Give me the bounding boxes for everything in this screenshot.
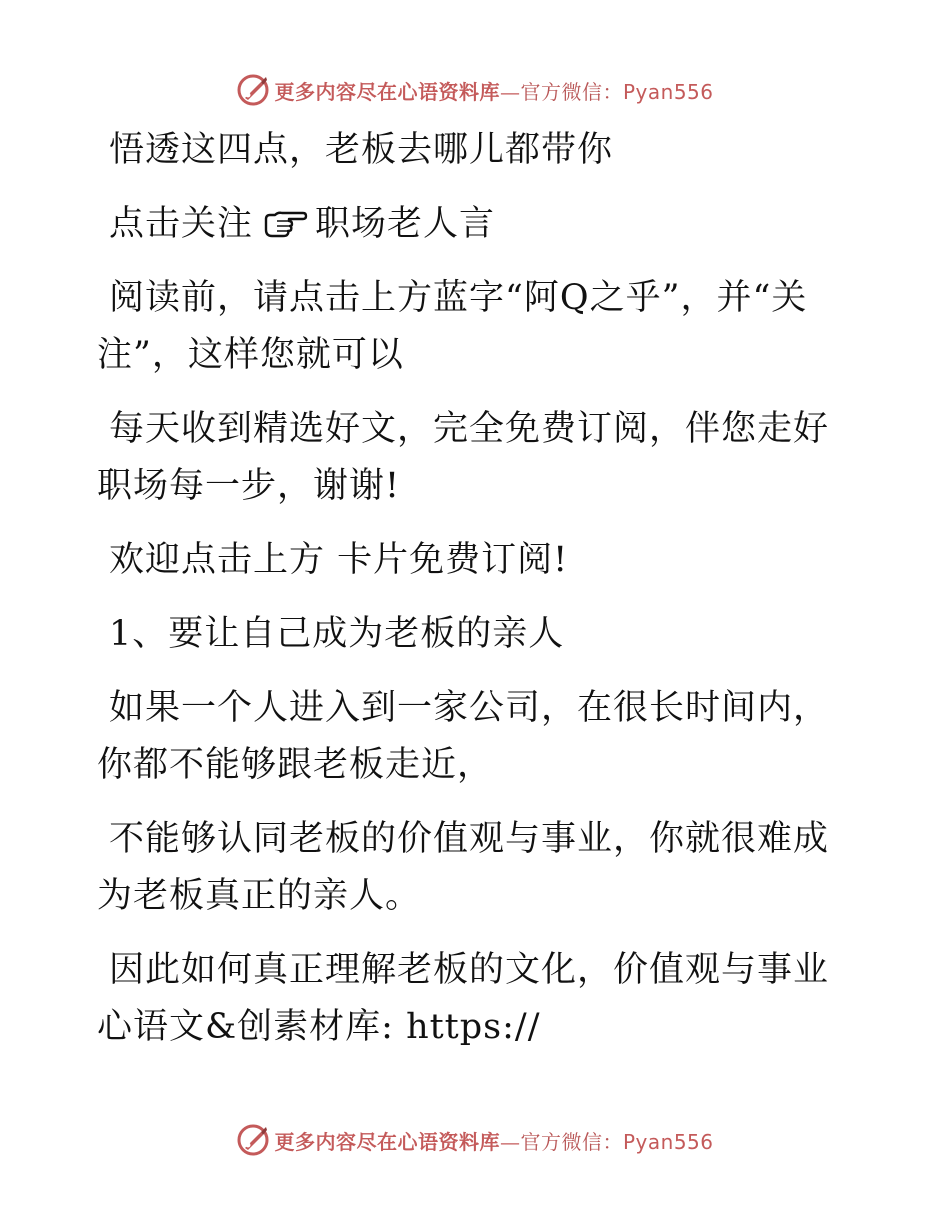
article-body [97,122,837,1073]
article-title: 悟透这四点，老板去哪儿都带你 [109,130,614,170]
paragraph-3: 欢迎点击上方 卡片免费订阅! [109,540,569,580]
section-heading-1: 1、要让自己成为老板的亲人 [109,614,565,654]
quill-pen-logo-icon [236,73,270,107]
paragraph-5: 不能够认同老板的价值观与事业，你就很难成为老板真正的亲人。 [97,819,830,916]
footer-wechat-label: 官方微信： [520,1129,623,1154]
paragraph-2: 每天收到精选好文，完全免费订阅，伴您走好职场每一步，谢谢! [97,409,830,506]
header-banner [0,70,950,110]
header-promo-text: 更多内容尽在心语资料库 [274,79,500,104]
paragraph-6: 因此如何真正理解老板的文化，价值观与事业心语文&创素材库: https:// [97,950,830,1047]
footer-wechat-id: Pyan556 [622,1129,714,1154]
paragraph-4: 如果一个人进入到一家公司，在很长时间内，你都不能够跟老板走近， [97,688,830,785]
follow-line [97,196,837,253]
follow-account[interactable]: 职场老人言 [315,204,496,244]
paragraph-1: 阅读前，请点击上方蓝字“阿Q之乎”，并“关注”，这样您就可以 [97,278,808,375]
header-wechat-label: 官方微信： [520,79,623,104]
footer-promo [274,1126,713,1155]
footer-promo-text: 更多内容尽在心语资料库 [274,1129,500,1154]
header-wechat-id: Pyan556 [622,79,714,104]
follow-prefix[interactable]: 点击关注 [109,204,254,244]
quill-pen-logo-icon [236,1123,270,1157]
footer-banner [0,1120,950,1160]
header-promo [274,76,713,105]
header-dash: — [499,79,521,104]
pointing-hand-icon [263,209,309,239]
footer-dash: — [499,1129,521,1154]
